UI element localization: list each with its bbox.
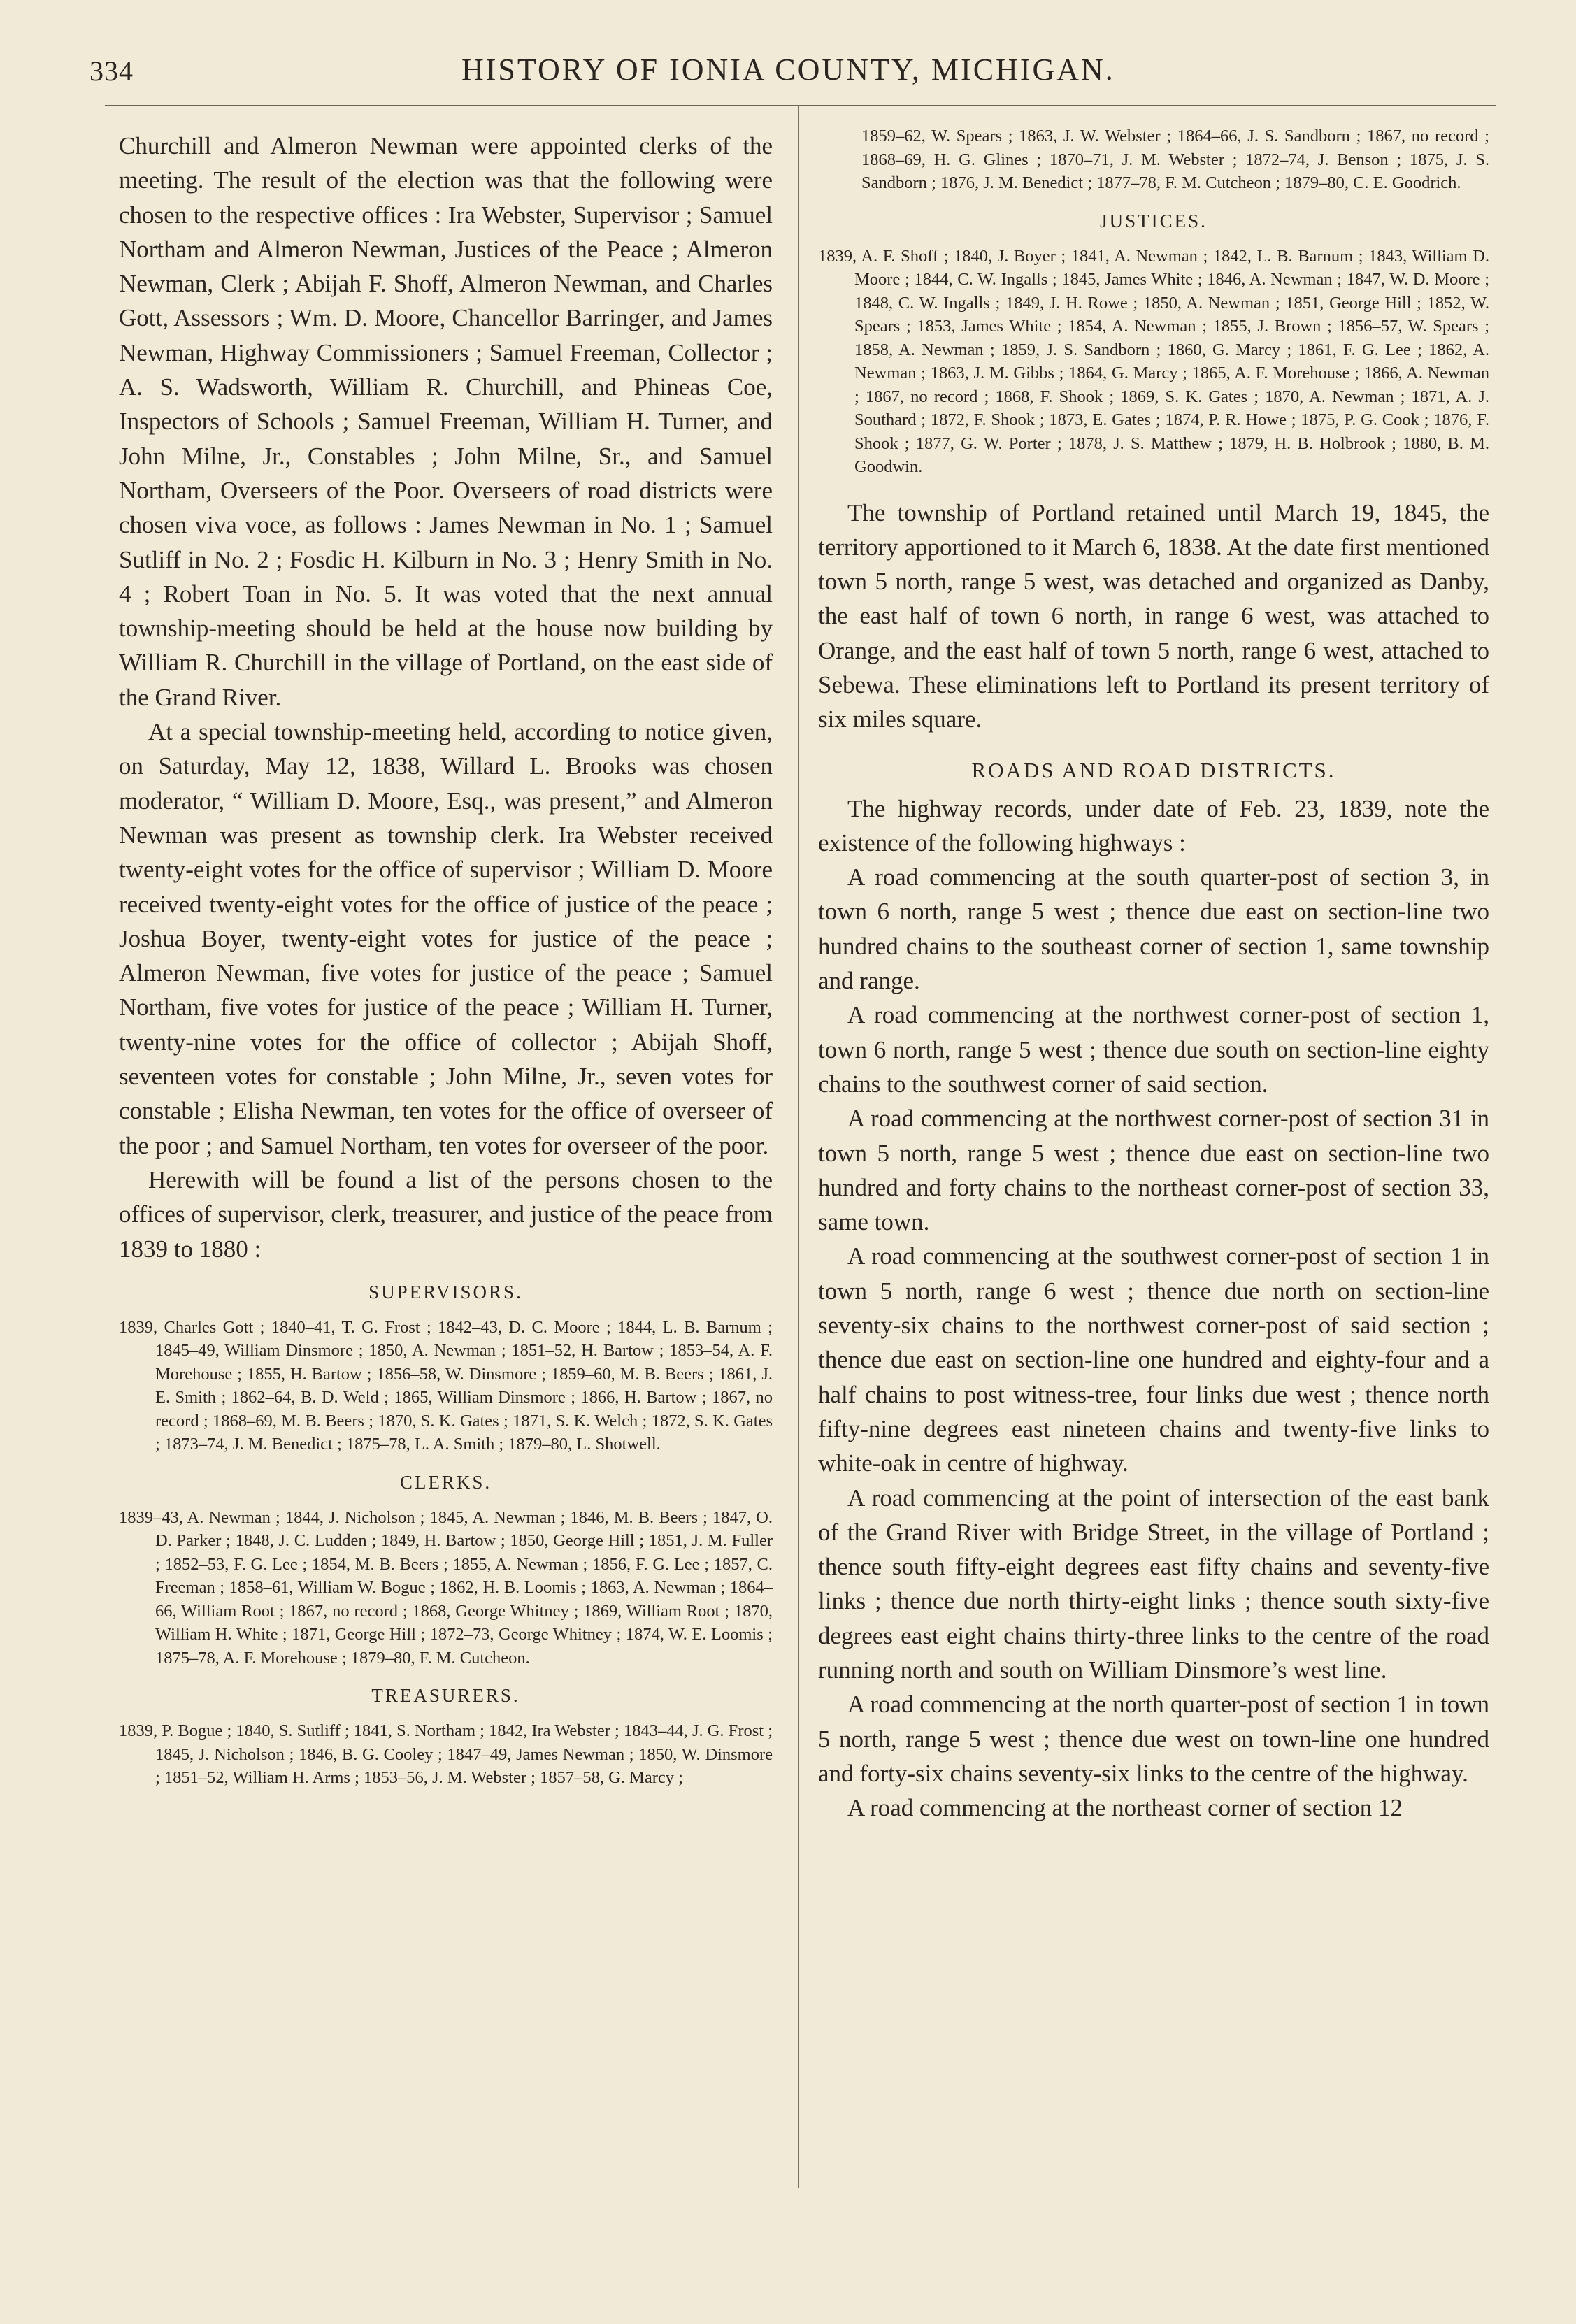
paragraph-road-6: A road commencing at the north quarter-post of section 1 in town 5 north, range 5 west ; thence due west on town-line one hundred and forty-six chains seventy-six links to the centre of the highway. xyxy=(818,1691,1489,1787)
paragraph-road-4: A road commencing at the southwest corner-post of section 1 in town 5 north, range 6 west ; thence due north on section-line seventy-six chains to the northwest corner-post of said section ; thence due east on section-line one hundred and eighty-four and a half chains to post witness-tree, four links due west ; thence north fifty-nine degrees east nineteen chains and twenty-five links to white-oak in centre of highway. xyxy=(818,1242,1489,1477)
treasurers-list-continued: 1859–62, W. Spears ; 1863, J. W. Webster ; 1864–66, J. S. Sandborn ; 1867, no record ; 1868–69, H. G. Glines ; 1870–71, J. M. Webster ; 1872–74, J. Benson ; 1875, J. S. Sandborn ; 1876, J. M. Benedict ; 1877–78, F. M. Cutcheon ; 1879–80, C. E. Goodrich. xyxy=(861,127,1489,192)
justices-heading: JUSTICES. xyxy=(1100,210,1208,231)
paragraph-highway-records: The highway records, under date of Feb. 23, 1839, note the existence of the following highways : xyxy=(818,794,1489,856)
clerks-heading: CLERKS. xyxy=(399,1471,492,1493)
paragraph-election-result: Churchill and Almeron Newman were appointed clerks of the meeting. The result of the election was that the following were chosen to the respective offices : Ira Webster, Supervisor ; Samuel Northam and Almeron Newman, Justices of the Peace ; Almeron Newman, Clerk ; Abijah F. Shoff, Almeron Newman, and Charles Gott, Assessors ; Wm. D. Moore, Chancellor Barringer, and James Newman, Highway Commissioners ; Samuel Freeman, Collector ; A. S. Wadsworth, William R. Churchill, and Phineas Coe, Inspectors of Schools ; Samuel Freeman, William H. Turner, and John Milne, Jr., Constables ; John Milne, Sr., and Samuel Northam, Overseers of the Poor. Overseers of road districts were chosen viva voce, as follows : James Newman in No. 1 ; Samuel Sutliff in No. 2 ; Fosdic H. Kilburn in No. 3 ; Henry Smith in No. 4 ; Robert Toan in No. 5. It was voted that the next annual township-meeting should be held at the house now building by William R. Churchill in the village of Portland, on the east side of the Grand River. xyxy=(119,132,773,711)
running-head-title: HISTORY OF IONIA COUNTY, MICHIGAN. xyxy=(461,52,1115,87)
justices-list: 1839, A. F. Shoff ; 1840, J. Boyer ; 1841, A. Newman ; 1842, L. B. Barnum ; 1843, William D. Moore ; 1844, C. W. Ingalls ; 1845, James White ; 1846, A. Newman ; 1847, W. D. Moore ; 1848, C. W. Ingalls ; 1849, J. H. Rowe ; 1850, A. Newman ; 1851, George Hill ; 1852, W. Spears ; 1853, James White ; 1854, A. Newman ; 1855, J. Brown ; 1856–57, W. Spears ; 1858, A. Newman ; 1859, J. S. Sandborn ; 1860, G. Marcy ; 1861, F. G. Lee ; 1862, A. Newman ; 1863, J. M. Gibbs ; 1864, G. Marcy ; 1865, A. F. Morehouse ; 1866, A. Newman ; 1867, no record ; 1868, F. Shook ; 1869, S. K. Gates ; 1870, A. Newman ; 1871, A. J. Southard ; 1872, F. Shook ; 1873, E. Gates ; 1874, P. R. Howe ; 1875, P. G. Cook ; 1876, F. Shook ; 1877, G. W. Porter ; 1878, J. S. Matthew ; 1879, H. B. Holbrook ; 1880, B. M. Goodwin. xyxy=(818,246,1489,476)
roads-heading: ROADS AND ROAD DISTRICTS. xyxy=(971,757,1336,782)
paragraph-portland-territory: The township of Portland retained until March 19, 1845, the territory apportioned to it March 6, 1838. At the date first mentioned town 5 north, range 5 west, was detached and organized as Danby, the east half of town 6 north, in range 6 west, was attached to Orange, and the east half of town 5 north, range 6 west, attached to Sebewa. These eliminations left to Portland its present territory of six miles square. xyxy=(818,498,1489,733)
left-column xyxy=(119,129,773,1790)
treasurers-heading: TREASURERS. xyxy=(371,1685,520,1707)
paragraph-road-1: A road commencing at the south quarter-post of section 3, in town 6 north, range 5 west ; thence due east on section-line two hundred chains to the southeast corner of section 1, same township and range. xyxy=(818,863,1489,995)
column-divider xyxy=(798,105,799,2188)
paragraph-road-2: A road commencing at the northwest corner-post of section 1, town 6 north, range 5 west ; thence due south on section-line eighty chains to the southwest corner of said section. xyxy=(818,1001,1489,1098)
right-column xyxy=(818,124,1489,1825)
treasurers-list: 1839, P. Bogue ; 1840, S. Sutliff ; 1841, S. Northam ; 1842, Ira Webster ; 1843–44, J. G. Frost ; 1845, J. Nicholson ; 1846, B. G. Cooley ; 1847–49, James Newman ; 1850, W. Dinsmore ; 1851–52, William H. Arms ; 1853–56, J. M. Webster ; 1857–58, G. Marcy ; xyxy=(119,1721,773,1788)
paragraph-officers-intro: Herewith will be found a list of the persons chosen to the offices of supervisor, clerk, treasurer, and justice of the peace from 1839 to 1880 : xyxy=(119,1165,773,1263)
page-number: 334 xyxy=(89,55,134,87)
header-rule xyxy=(105,105,1496,106)
paragraph-road-5: A road commencing at the point of intersection of the east bank of the Grand River with Bridge Street, in the village of Portland ; thence south fifty-eight degrees east fifty chains and seventy-five links ; thence due north thirty-eight links ; thence south sixty-five degrees east eight chains thirty-three links to the centre of the road running north and south on William Dinsmore’s west line. xyxy=(818,1484,1489,1684)
supervisors-heading: SUPERVISORS. xyxy=(368,1281,523,1303)
supervisors-list: 1839, Charles Gott ; 1840–41, T. G. Frost ; 1842–43, D. C. Moore ; 1844, L. B. Barnum ; 1845–49, William Dinsmore ; 1850, A. Newman ; 1851–52, H. Bartow ; 1853–54, A. F. Morehouse ; 1855, H. Bartow ; 1856–58, W. Dinsmore ; 1859–60, M. B. Beers ; 1861, J. E. Smith ; 1862–64, B. D. Weld ; 1865, William Dinsmore ; 1866, H. Bartow ; 1867, no record ; 1868–69, M. B. Beers ; 1870, S. K. Gates ; 1871, S. K. Welch ; 1872, S. K. Gates ; 1873–74, J. M. Benedict ; 1875–78, L. A. Smith ; 1879–80, L. Shotwell. xyxy=(119,1317,773,1454)
clerks-list: 1839–43, A. Newman ; 1844, J. Nicholson ; 1845, A. Newman ; 1846, M. B. Beers ; 1847, O. D. Parker ; 1848, J. C. Ludden ; 1849, H. Bartow ; 1850, George Hill ; 1851, J. M. Fuller ; 1852–53, F. G. Lee ; 1854, M. B. Beers ; 1855, A. Newman ; 1856, F. G. Lee ; 1857, C. Freeman ; 1858–61, William W. Bogue ; 1862, H. B. Loomis ; 1863, A. Newman ; 1864–66, William Root ; 1867, no record ; 1868, George Whitney ; 1869, William Root ; 1870, William H. White ; 1871, George Hill ; 1872–73, George Whitney ; 1874, W. E. Loomis ; 1875–78, A. F. Morehouse ; 1879–80, F. M. Cutcheon. xyxy=(119,1507,773,1667)
paragraph-road-7: A road commencing at the northeast corner of section 12 xyxy=(847,1794,1403,1822)
paragraph-special-meeting: At a special township-meeting held, according to notice given, on Saturday, May 12, 1838, Willard L. Brooks was chosen moderator, “ William D. Moore, Esq., was present,” and Almeron Newman was present as township clerk. Ira Webster received twenty-eight votes for the office of supervisor ; William D. Moore received twenty-eight votes for the office of justice of the peace ; Joshua Boyer, twenty-eight votes for justice of the peace ; Almeron Newman, five votes for justice of the peace ; Samuel Northam, five votes for justice of the peace ; William H. Turner, twenty-nine votes for the office of collector ; Abijah Shoff, seventeen votes for constable ; John Milne, Jr., seven votes for constable ; Elisha Newman, ten votes for the office of overseer of the poor ; and Samuel Northam, ten votes for overseer of the poor. xyxy=(119,718,773,1159)
paragraph-road-3: A road commencing at the northwest corner-post of section 31 in town 5 north, range 5 west ; thence due east on section-line two hundred and forty chains to the northeast corner-post of section 33, same town. xyxy=(818,1105,1489,1236)
